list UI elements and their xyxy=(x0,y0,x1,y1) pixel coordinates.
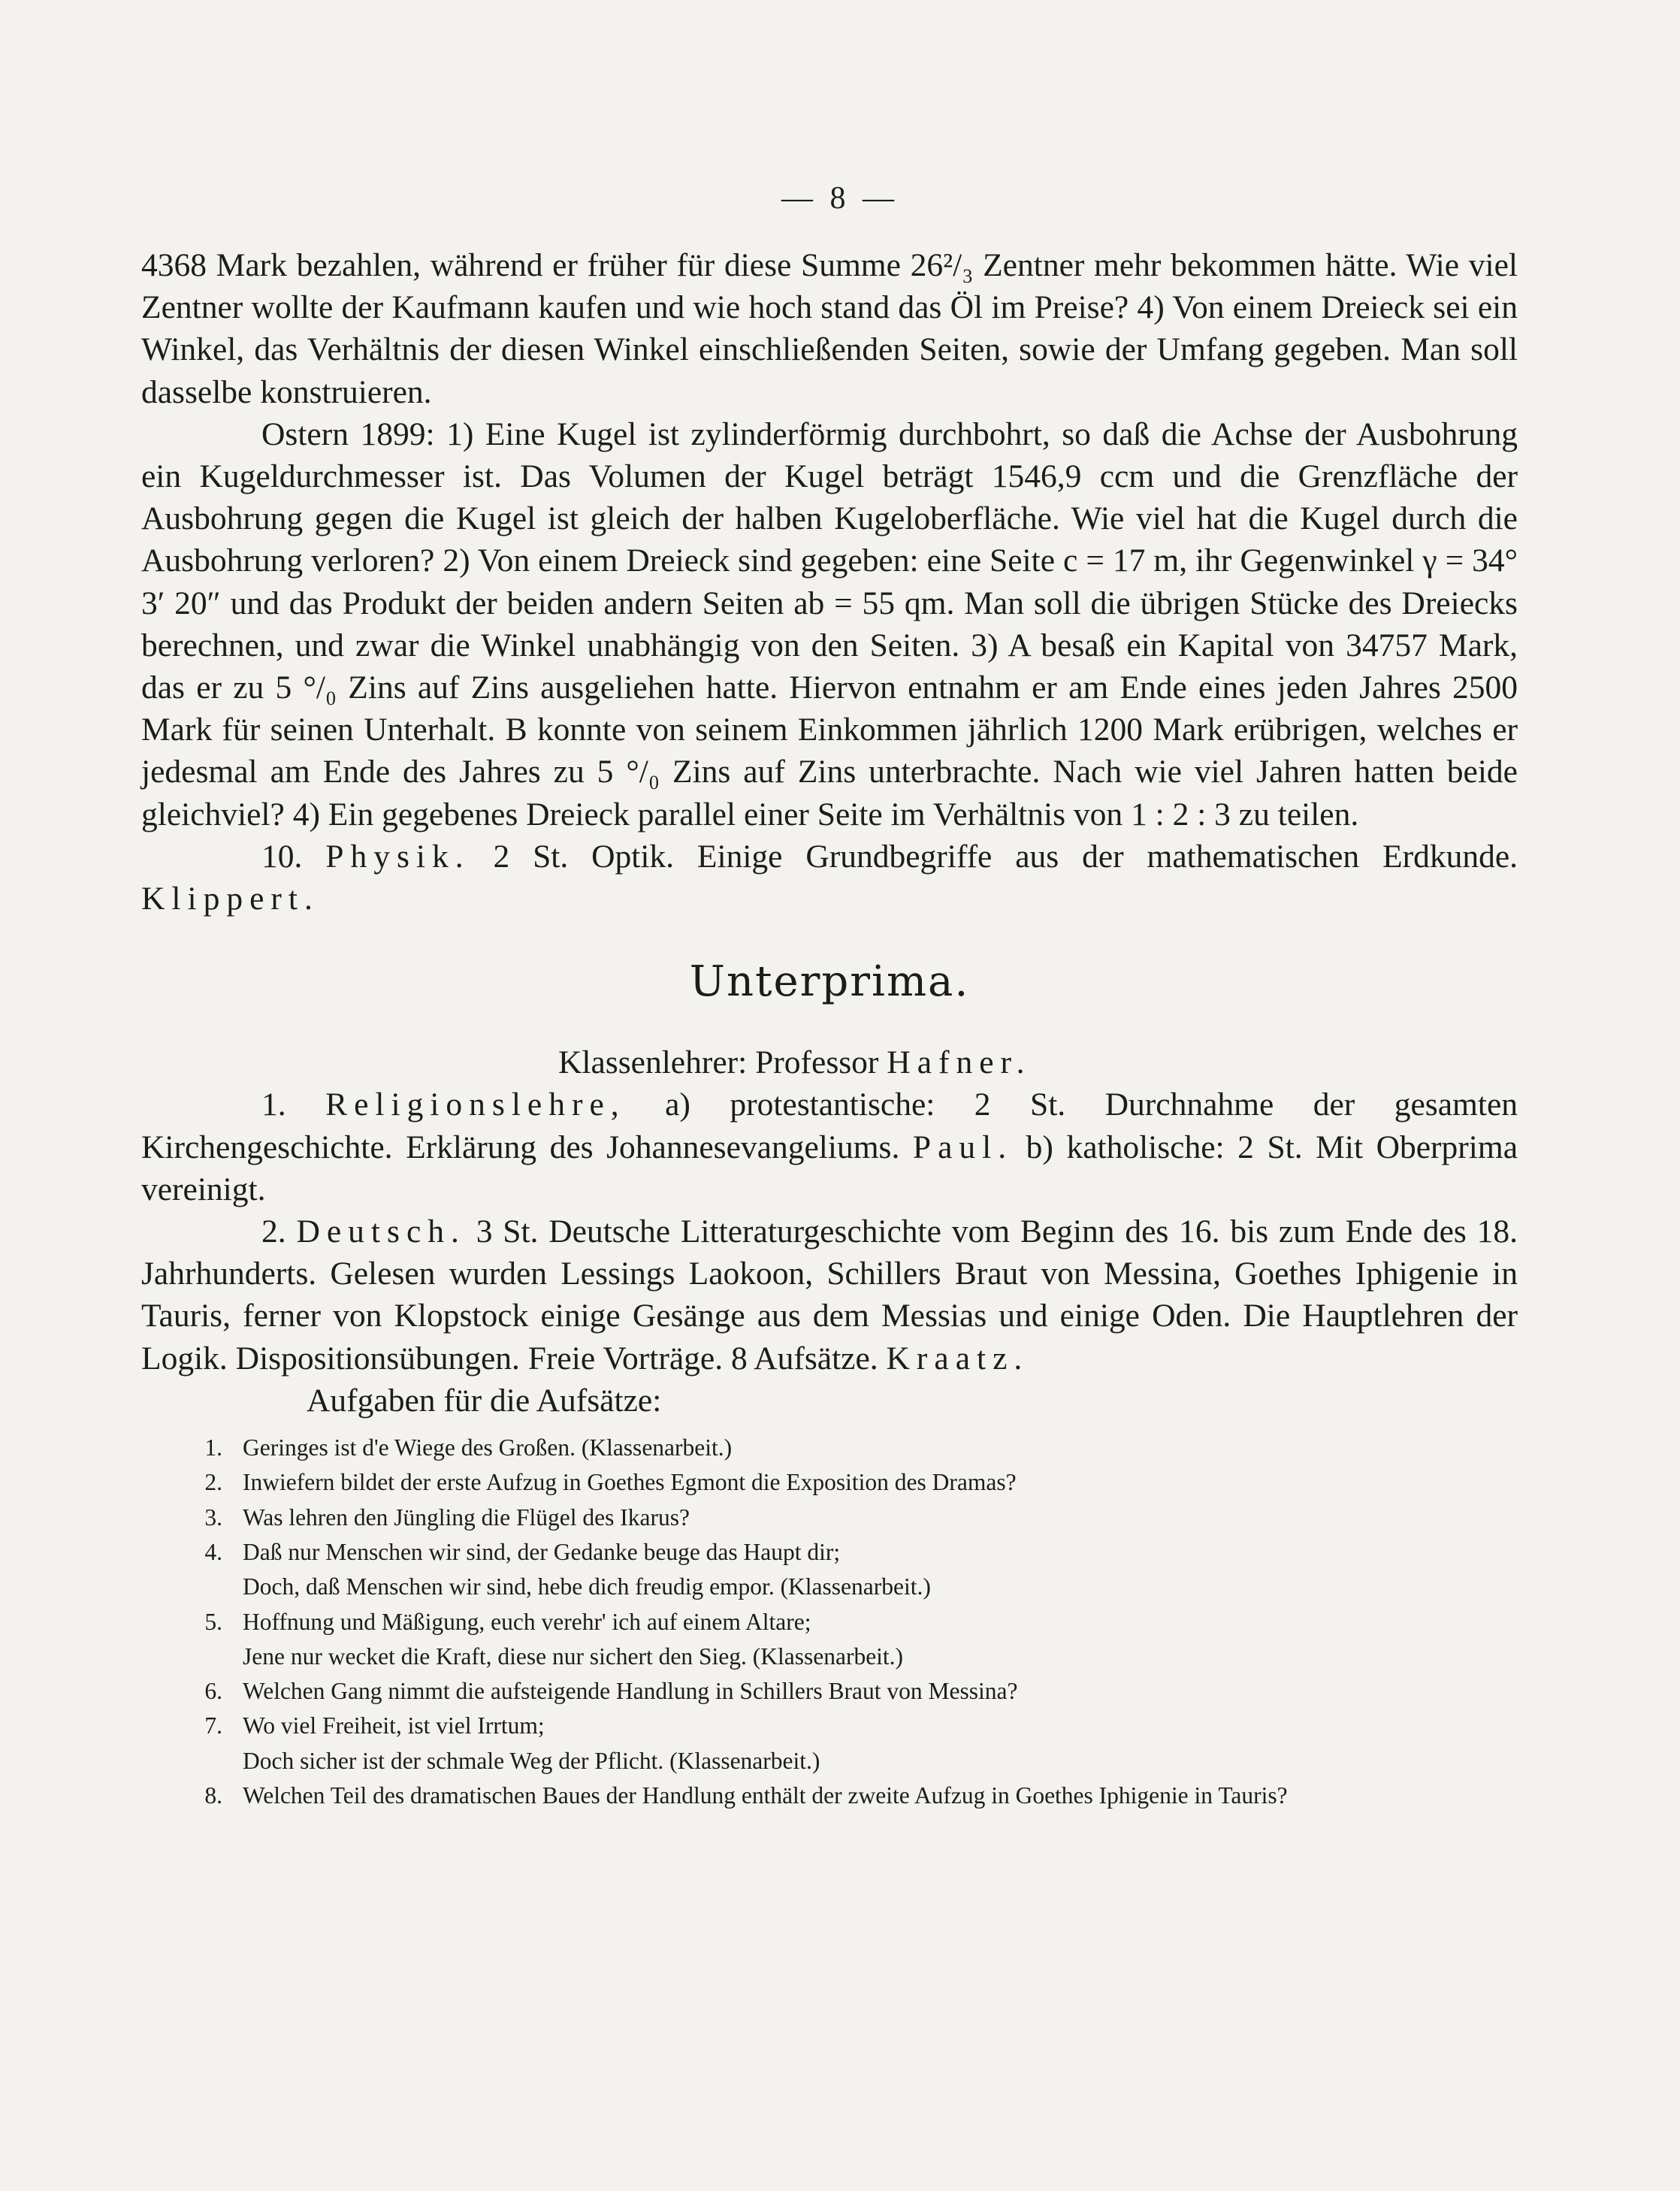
list-item-text-continued: Jene nur wecket die Kraft, diese nur sichert den Sieg. (Klassenarbeit.) xyxy=(243,1642,904,1670)
list-item-text: Hoffnung und Mäßigung, euch verehr' ich auf einem Altare; xyxy=(243,1608,811,1635)
paragraph-ostern-1899: Ostern 1899: 1) Eine Kugel ist zylinderförmig durchbohrt, so daß die Achse der Ausbohrung ein Kugeldurchmesser ist. Das Volumen der Kugel beträgt 1546,9 ccm und die Grenzfläche der Ausbohrung gegen die Kugel ist gleich der halben Kugeloberfläche. Wie viel hat die Kugel durch die Ausbohrung verloren? 2) Von einem Dreieck sind gegeben: eine Seite c = 17 m, ihr Gegenwinkel γ = 34° 3′ 20″ und das Produkt der beiden andern Seiten ab = 55 qm. Man soll die übrigen Stücke des Dreiecks berechnen, und zwar die Winkel unabhängig von den Seiten. 3) A besaß ein Kapital von 34757 Mark, das er zu 5 °/₀ Zins auf Zins ausgeliehen hatte. Hiervon entnahm er am Ende eines jeden Jahres 2500 Mark für seinen Unterhalt. B konnte von seinem Einkommen jährlich 1200 Mark erübrigen, welches er jedesmal am Ende des Jahres zu 5 °/₀ Zins auf Zins unterbrachte. Nach wie viel Jahren hatten beide gleichviel? 4) Ein gegebenes Dreieck parallel einer Seite im Verhältnis von 1 : 2 : 3 zu teilen. xyxy=(141,416,1518,833)
list-item xyxy=(141,1535,1518,1605)
list-item-number: 7. xyxy=(204,1712,222,1739)
klassenlehrer-label: Klassenlehrer: Professor xyxy=(558,1044,879,1081)
section-heading-unterprima: Unterprima. xyxy=(689,957,970,1007)
list-item-text-continued: Doch sicher ist der schmale Weg der Pflicht. (Klassenarbeit.) xyxy=(243,1747,820,1774)
paragraph-mathematik-end: 4368 Mark bezahlen, während er früher für diese Summe 26²/₃ Zentner mehr bekommen hätte. Wie viel Zentner wollte der Kaufmann kaufen und wie hoch stand das Öl im Preise? 4) Von einem Dreieck sei ein Winkel, das Verhältnis der diesen Winkel einschließenden Seiten, sowie der Umfang gegeben. Man soll dasselbe konstruieren. xyxy=(141,247,1518,410)
aufgaben-title: Aufgaben für die Aufsätze: xyxy=(307,1382,662,1419)
list-item-text: Welchen Gang nimmt die aufsteigende Handlung in Schillers Braut von Messina? xyxy=(243,1678,1018,1705)
paragraph-religion xyxy=(141,1083,1518,1210)
deutsch-number: 2. xyxy=(261,1213,286,1250)
list-item-number: 8. xyxy=(204,1782,222,1809)
religion-number: 1. xyxy=(261,1086,286,1123)
list-item-text: Welchen Teil des dramatischen Baues der Handlung enthält der zweite Aufzug in Goethes Iphigenie in Tauris? xyxy=(243,1782,1288,1809)
physik-teacher: Klippert. xyxy=(141,881,319,917)
list-item-number: 4. xyxy=(204,1538,222,1565)
page-body xyxy=(141,244,1518,1813)
klassenlehrer-name: Hafner. xyxy=(887,1044,1032,1081)
aufgaben-list xyxy=(141,1431,1518,1813)
physik-number: 10. xyxy=(261,838,303,875)
list-item-text: Geringes ist d'e Wiege des Großen. (Klassenarbeit.) xyxy=(243,1434,733,1461)
list-item-number: 3. xyxy=(204,1503,222,1531)
page-number: — 8 — xyxy=(781,181,899,216)
list-item xyxy=(141,1605,1518,1675)
deutsch-subject: Deutsch. xyxy=(296,1213,466,1250)
list-item-number: 2. xyxy=(204,1469,222,1496)
deutsch-text: 3 St. Deutsche Litteraturgeschichte vom Beginn des 16. bis zum Ende des 18. Jahrhunderts. Gelesen wurden Lessings Laokoon, Schillers Braut von Messina, Goethes Iphigenie in Tauris, ferner von Klopstock einige Gesänge aus dem Messias und einige Oden. Die Hauptlehren der Logik. Dispositionsübungen. Freie Vorträge. 8 Aufsätze. xyxy=(141,1213,1518,1377)
list-item xyxy=(141,1674,1518,1709)
list-item-text: Wo viel Freiheit, ist viel Irrtum; xyxy=(243,1712,545,1739)
religion-text-1: a) protestantische: 2 St. Durchnahme der gesamten Kirchengeschichte. Erklärung des Johannesevangeliums. xyxy=(141,1086,1518,1165)
list-item xyxy=(141,1465,1518,1500)
paragraph-physik xyxy=(141,836,1518,920)
deutsch-teacher: Kraatz. xyxy=(886,1340,1029,1377)
religion-teacher: Paul. xyxy=(912,1129,1014,1165)
religion-subject: Religionslehre, xyxy=(325,1086,626,1123)
list-item-number: 6. xyxy=(204,1678,222,1705)
physik-subject: Physik. xyxy=(325,838,470,875)
list-item-text: Was lehren den Jüngling die Flügel des Ikarus? xyxy=(243,1503,690,1531)
religion-text-2: b) katholische: 2 St. Mit Oberprima vereinigt. xyxy=(141,1129,1518,1207)
list-item-text: Inwiefern bildet der erste Aufzug in Goethes Egmont die Exposition des Dramas? xyxy=(243,1469,1017,1496)
list-item-number: 5. xyxy=(204,1608,222,1635)
list-item xyxy=(141,1431,1518,1465)
list-item-number: 1. xyxy=(204,1434,222,1461)
list-item xyxy=(141,1709,1518,1778)
klassenlehrer-line xyxy=(141,1041,1518,1083)
list-item-text-continued: Doch, daß Menschen wir sind, hebe dich freudig empor. (Klassenarbeit.) xyxy=(243,1573,931,1600)
list-item xyxy=(141,1500,1518,1535)
list-item-text: Daß nur Menschen wir sind, der Gedanke beuge das Haupt dir; xyxy=(243,1538,841,1565)
list-item xyxy=(141,1778,1518,1813)
physik-text: 2 St. Optik. Einige Grundbegriffe aus der mathematischen Erdkunde. xyxy=(470,838,1518,875)
paragraph-deutsch xyxy=(141,1210,1518,1380)
